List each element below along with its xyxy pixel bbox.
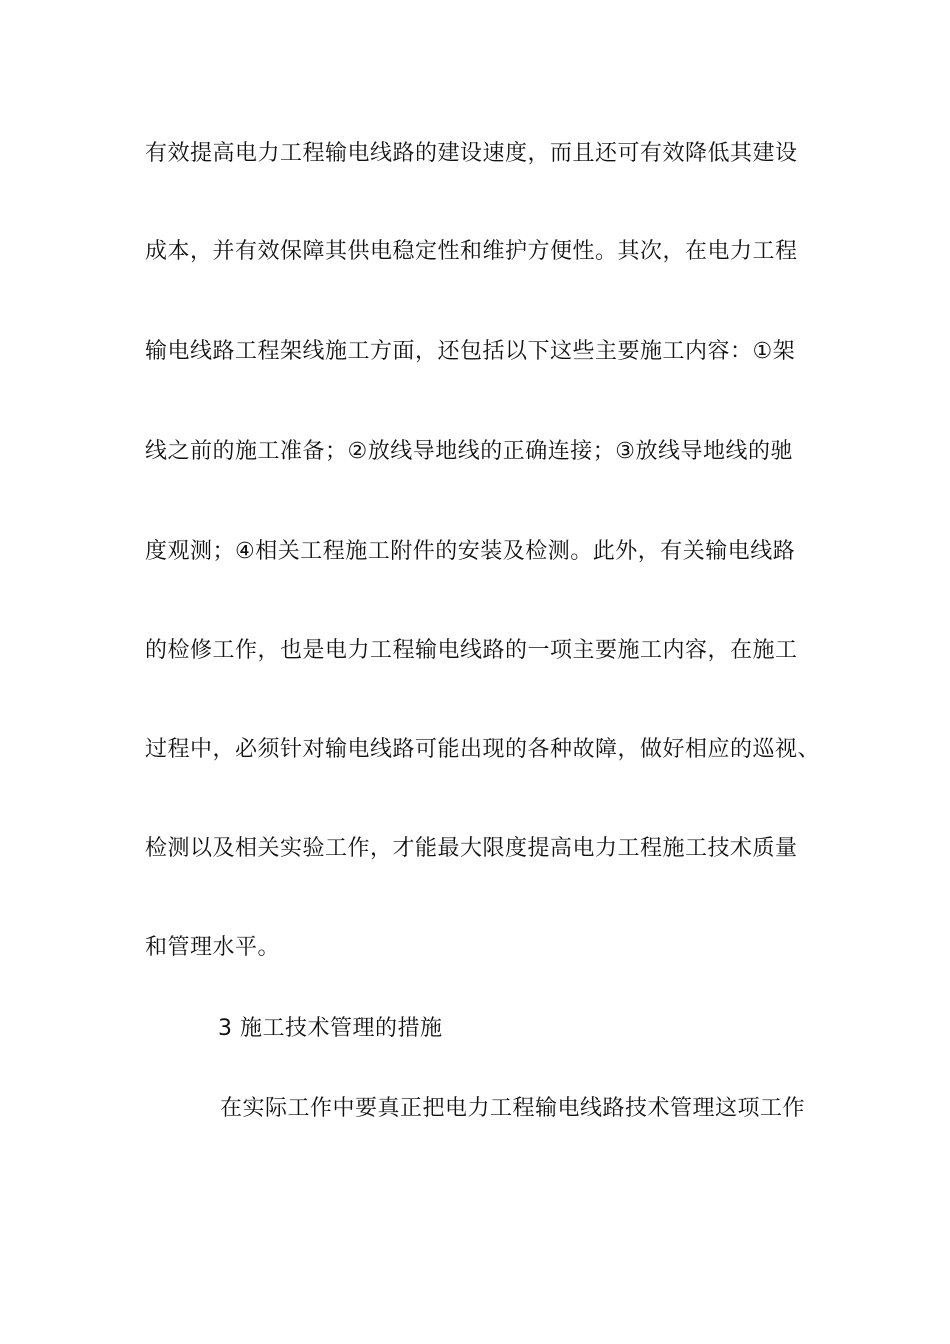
paragraph-line-5: 度观测；④相关工程施工附件的安装及检测。此外，有关输电线路	[145, 539, 796, 564]
paragraph-line-6: 的检修工作，也是电力工程输电线路的一项主要施工内容，在施工	[145, 638, 798, 663]
section-heading: 3 施工技术管理的措施	[218, 1016, 443, 1041]
paragraph-line-3: 输电线路工程架线施工方面，还包括以下这些主要施工内容：①架	[145, 339, 796, 364]
paragraph-line-1: 有效提高电力工程输电线路的建设速度，而且还可有效降低其建设	[145, 141, 798, 166]
paragraph-line-7: 过程中，必须针对输电线路可能出现的各种故障，做好相应的巡视、	[145, 737, 821, 762]
paragraph-line-2: 成本，并有效保障其供电稳定性和维护方便性。其次，在电力工程	[145, 239, 798, 264]
paragraph-line-4: 线之前的施工准备；②放线导地线的正确连接；③放线导地线的驰	[145, 439, 793, 464]
paragraph-line-8: 检测以及相关实验工作，才能最大限度提高电力工程施工技术质量	[145, 836, 798, 861]
paragraph-line-9: 和管理水平。	[145, 935, 281, 960]
next-paragraph-line: 在实际工作中要真正把电力工程输电线路技术管理这项工作	[220, 1096, 806, 1121]
